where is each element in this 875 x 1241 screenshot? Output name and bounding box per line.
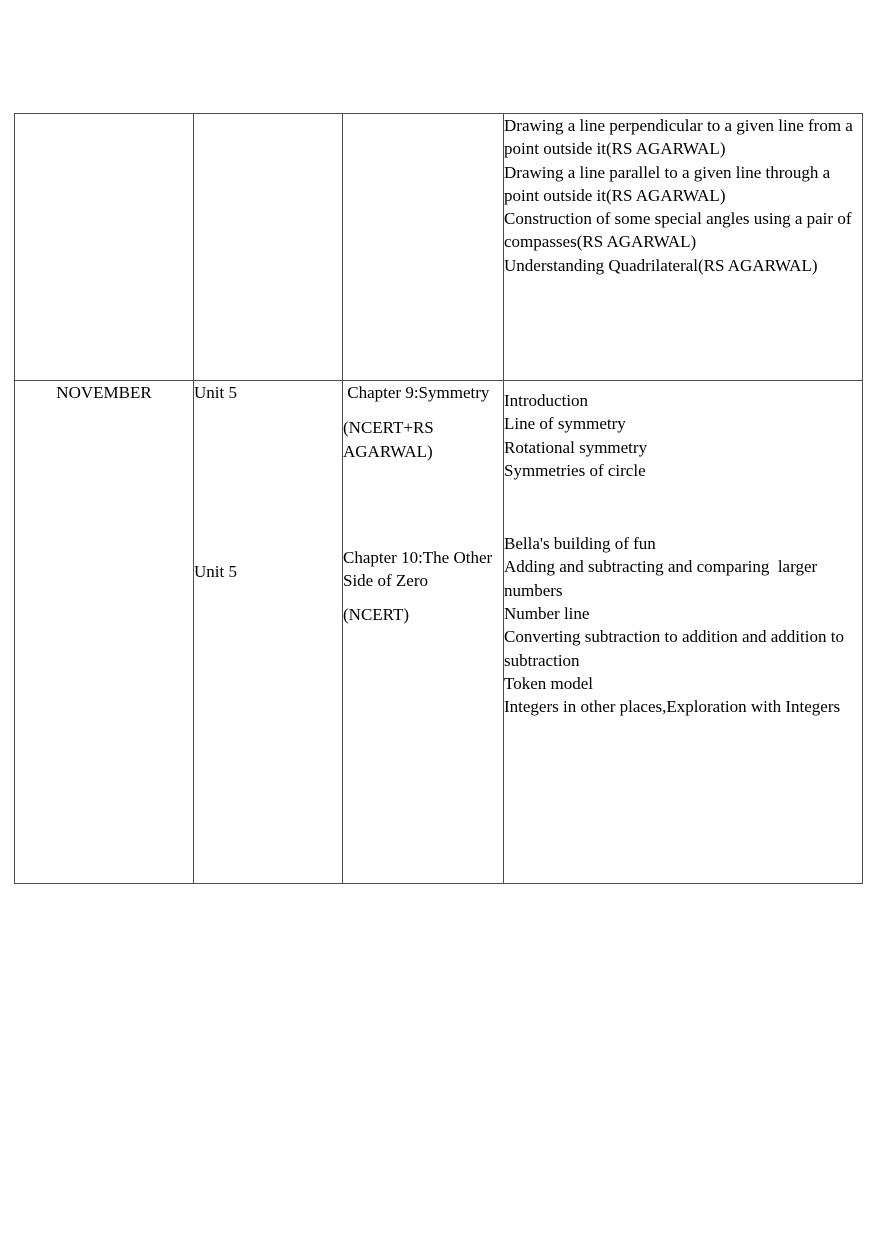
topic-item: ● Introduction [504,389,862,412]
month-label: NOVEMBER [56,383,152,402]
topic-item: ● Bella's building of fun [504,532,862,555]
topic-item: ● Drawing a line perpendicular to a given line from a point outside it(RS AGARWAL) [504,114,862,161]
topic-item: ● Understanding Quadrilateral(RS AGARWAL) [504,254,862,277]
chapter-source: (NCERT+RS AGARWAL) [343,418,438,461]
unit-label: Unit 5 [194,562,237,582]
chapter-source: (NCERT) [343,605,410,625]
topic-item: ● Symmetries of circle [504,459,862,482]
topic-item: ● Integers in other places,Exploration with Integers [504,695,862,718]
topic-item: ● Token model [504,672,862,695]
topics-list [504,389,862,482]
syllabus-table-container [14,113,863,884]
topic-item: ● Drawing a line parallel to a given line through a point outside it(RS AGARWAL) [504,161,862,208]
chapter-cell [343,381,504,884]
topics-cell [504,381,863,884]
table-row [15,114,863,381]
table-row [15,381,863,884]
syllabus-table [14,113,863,884]
unit-label: Unit 5 [194,383,237,402]
month-cell-empty [15,114,194,381]
unit-cell [194,381,343,884]
topic-item: ● Rotational symmetry [504,436,862,459]
topics-list [504,114,862,277]
topic-item: ● Number line [504,602,862,625]
month-cell [15,381,194,884]
chapter-title: Chapter 9:Symmetry [343,383,490,402]
topic-item: ● Line of symmetry [504,412,862,435]
topics-list [504,532,862,718]
unit-cell-empty [194,114,343,381]
chapter-cell-empty [343,114,504,381]
topics-cell [504,114,863,381]
topic-item: ● Construction of some special angles using a pair of compasses(RS AGARWAL) [504,207,862,254]
topic-item: ● Converting subtraction to addition and addition to subtraction [504,625,862,672]
topic-item: ● Adding and subtracting and comparing larger numbers [504,555,862,602]
chapter-title: Chapter 10:The Other Side of Zero [343,547,497,591]
